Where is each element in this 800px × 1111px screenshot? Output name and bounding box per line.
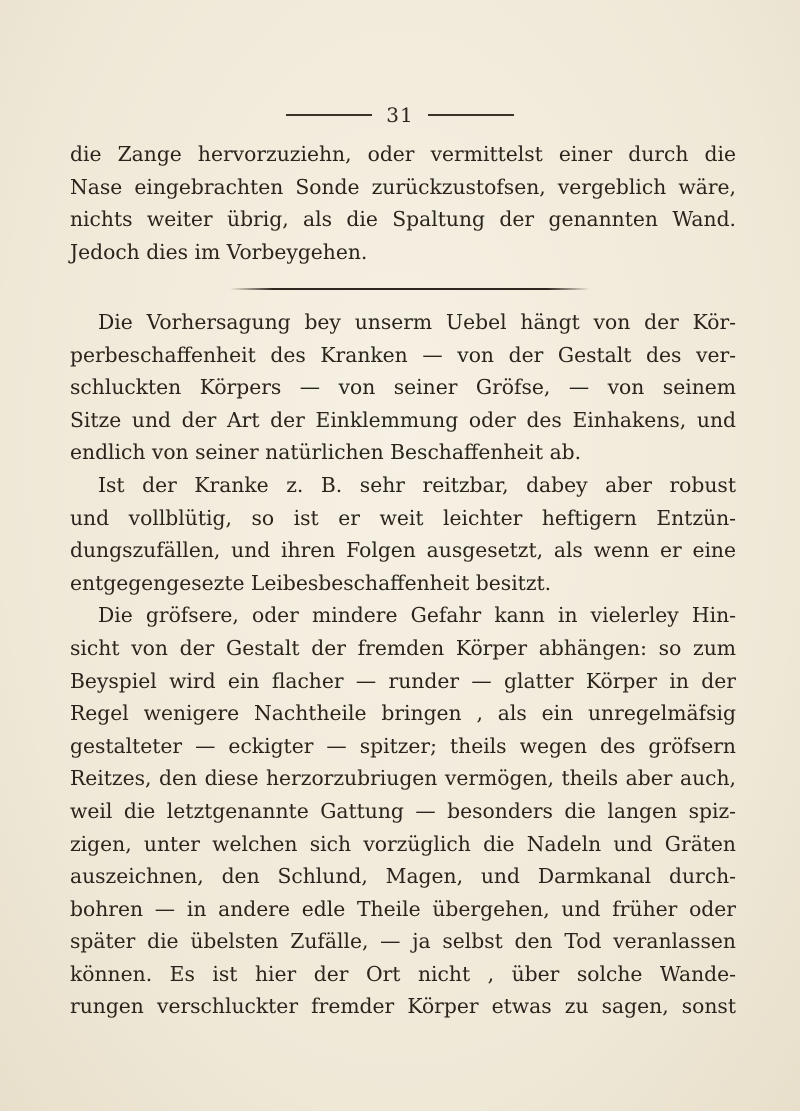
text-line: dungszufällen, und ihren Folgen ausgesetzt, als wenn er eine <box>70 538 736 563</box>
text-line: Nase eingebrachten Sonde zurückzustofsen, vergeblich wäre, <box>70 174 736 199</box>
header-rule-left <box>286 114 372 116</box>
page-header <box>0 100 800 130</box>
text-line: bohren — in andere edle Theile übergehen, und früher oder <box>70 896 736 921</box>
text-line: Reitzes, den diese herzorzubriugen vermögen, theils aber auch, <box>70 766 736 791</box>
text-line: Jedoch dies im Vorbeygehen. <box>70 239 368 264</box>
text-line: endlich von seiner natürlichen Beschaffenheit ab. <box>70 440 582 465</box>
text-line: und vollblütig, so ist er weit leichter heftigern Entzün- <box>70 505 736 530</box>
text-line: gestalteter — eckigter — spitzer; theils wegen des gröfsern <box>70 733 736 758</box>
text-line: Ist der Kranke z. B. sehr reitzbar, dabey aber robust <box>98 472 736 497</box>
text-line: perbeschaffenheit des Kranken — von der Gestalt des ver- <box>70 342 736 367</box>
section-separator-rule <box>230 288 590 290</box>
text-line: sicht von der Gestalt der fremden Körper abhängen: so zum <box>70 635 736 660</box>
page-number: 31 <box>386 103 414 127</box>
text-line: nichts weiter übrig, als die Spaltung der genannten Wand. <box>70 207 736 232</box>
text-line: schluckten Körpers — von seiner Gröfse, — von seinem <box>70 375 736 400</box>
paragraph-continued <box>70 138 736 268</box>
section-body <box>70 306 736 1023</box>
header-rule-right <box>428 114 514 116</box>
text-line: zigen, unter welchen sich vorzüglich die Nadeln und Gräten <box>70 831 736 856</box>
text-line: Die gröfsere, oder mindere Gefahr kann in vielerley Hin- <box>98 603 736 628</box>
text-line: Sitze und der Art der Einklemmung oder des Einhakens, und <box>70 407 736 432</box>
text-line: Regel wenigere Nachtheile bringen , als ein unregelmäfsig <box>70 701 736 726</box>
text-line: rungen verschluckter fremder Körper etwas zu sagen, sonst <box>70 994 736 1019</box>
text-line: die Zange hervorzuziehn, oder vermittelst einer durch die <box>70 142 736 166</box>
text-line: später die übelsten Zufälle, — ja selbst den Tod veranlassen <box>70 929 736 954</box>
text-line: Beyspiel wird ein flacher — runder — glatter Körper in der <box>70 668 736 693</box>
text-line: Die Vorhersagung bey unserm Uebel hängt von der Kör- <box>98 310 736 334</box>
text-line: auszeichnen, den Schlund, Magen, und Darmkanal durch- <box>70 864 736 889</box>
text-line: weil die letztgenannte Gattung — besonders die langen spiz- <box>70 798 736 823</box>
text-line: entgegengesezte Leibesbeschaffenheit besitzt. <box>70 570 552 595</box>
text-line: können. Es ist hier der Ort nicht , über solche Wande- <box>70 961 736 986</box>
